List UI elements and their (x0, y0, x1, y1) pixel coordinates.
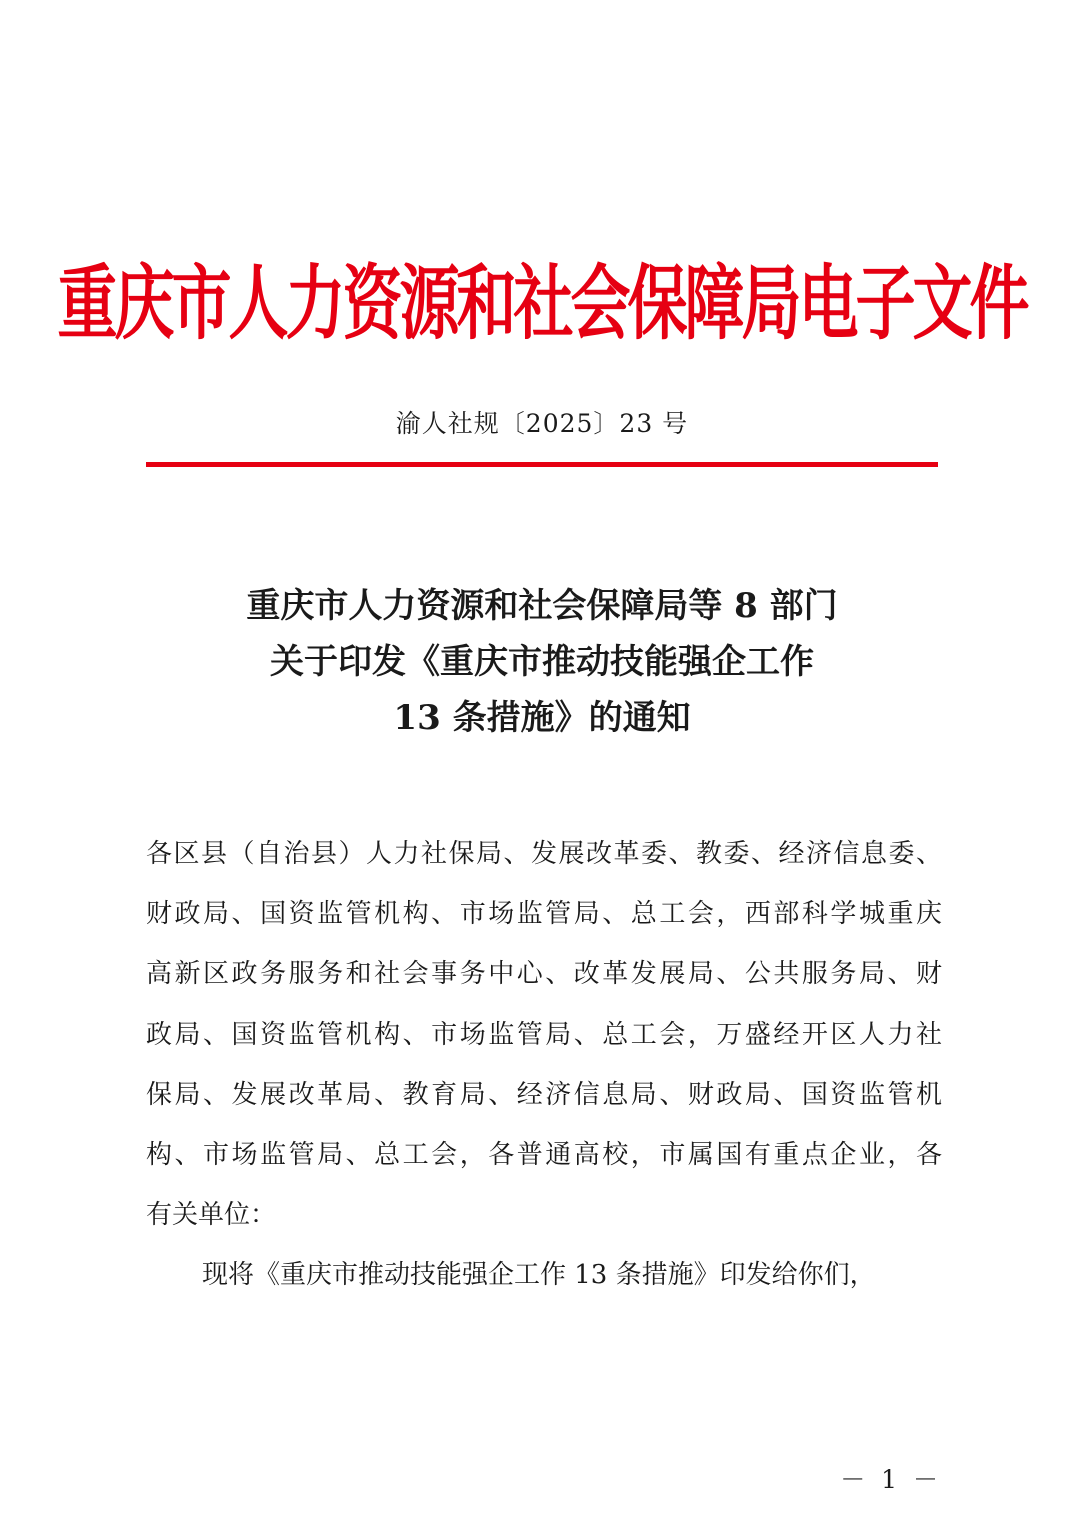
masthead-title: 重庆市人力资源和社会保障局电子文件 (57, 257, 1027, 352)
addressee-line: 保局、发展改革局、教育局、经济信息局、财政局、国资监管机 (146, 1079, 942, 1110)
addressee-line: 有关单位： (146, 1200, 277, 1231)
title-line: 重庆市人力资源和社会保障局等 8 部门 (246, 586, 838, 626)
addressee-line: 各区县（自治县）人力社保局、发展改革委、教委、经济信息委、 (146, 839, 942, 869)
addressee-line: 高新区政务服务和社会事务中心、改革发展局、公共服务局、财 (146, 959, 942, 990)
addressee-line: 财政局、国资监管机构、市场监管局、总工会，西部科学城重庆 (146, 899, 942, 930)
document-body (146, 824, 942, 1306)
page-number: － 1 － (840, 1465, 942, 1494)
title-line: 13 条措施》的通知 (393, 698, 691, 738)
title-line: 关于印发《重庆市推动技能强企工作 (270, 642, 814, 682)
addressee-line: 政局、国资监管机构、市场监管局、总工会，万盛经开区人力社 (146, 1019, 942, 1050)
addressee-line: 构、市场监管局、总工会，各普通高校，市属国有重点企业，各 (146, 1139, 942, 1170)
body-paragraph: 现将《重庆市推动技能强企工作 13 条措施》印发给你们， (202, 1260, 876, 1291)
red-divider (146, 462, 938, 467)
document-title (146, 578, 938, 746)
document-number: 渝人社规〔2025〕23 号 (395, 409, 689, 438)
